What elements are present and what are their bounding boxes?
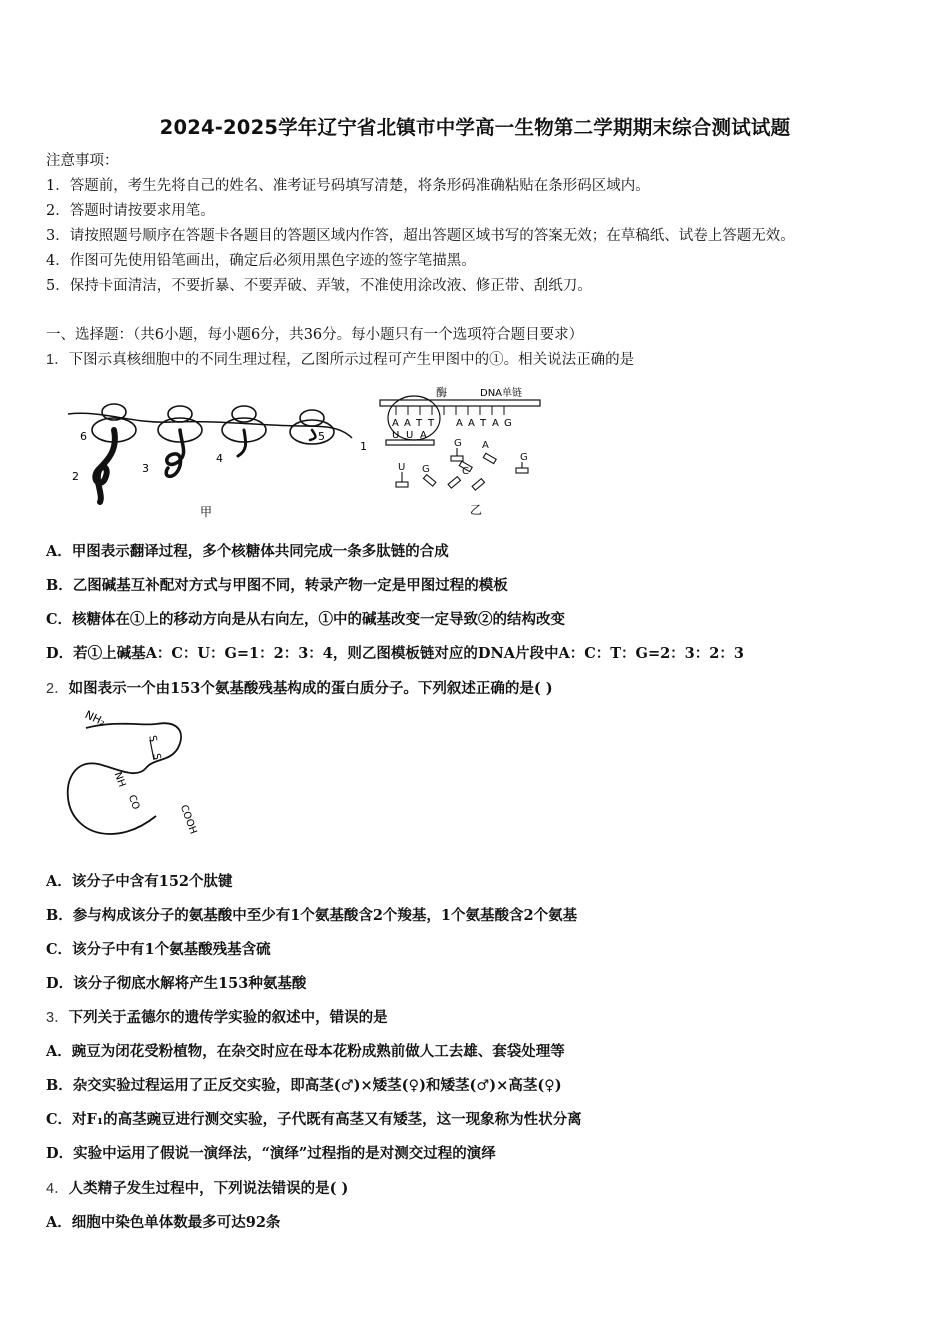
free-nucleotide: U [398,462,406,473]
dna-strand-label: DNA单链 [480,388,523,399]
rna-base: U [392,430,400,441]
template-base: T [428,418,435,429]
figure-transcription-yi [374,382,546,522]
notice-item: 5．保持卡面清洁，不要折暴、不要弄破、弄皱，不准使用涂改液、修正带、刮纸刀。 [46,278,592,294]
option-d[interactable]: D．实验中运用了假说一演绎法，“演绎”过程指的是对测交过程的演绎 [46,1145,496,1162]
question-number: 2． [46,681,69,697]
label-3: 3 [142,462,149,475]
option-a[interactable]: A．豌豆为闭花受粉植物，在杂交时应在母本花粉成熟前做人工去雄、套袋处理等 [46,1043,565,1060]
nh2-label: NH₂ [82,708,108,729]
free-nucleotide: A [482,440,489,451]
cooh-label: COOH [177,803,199,836]
notice-item: 4．作图可先使用铅笔画出，确定后必须用黑色字迹的签字笔描黑。 [46,253,476,269]
question-number: 3． [46,1010,69,1026]
figure-translation-jia [62,390,372,525]
option-a[interactable]: A．该分子中含有152个肽键 [46,873,233,890]
disulfide-s: S [150,752,163,761]
label-2: 2 [72,470,79,483]
label-4: 4 [216,452,223,465]
free-nucleotide: G [454,438,462,449]
free-nucleotide: G [520,452,528,463]
option-a[interactable]: A．甲图表示翻译过程，多个核糖体共同完成一条多肽链的合成 [46,543,449,560]
option-a[interactable]: A．细胞中染色单体数最多可达92条 [46,1214,281,1231]
question-3 [46,1008,388,1028]
question-stem: 下图示真核细胞中的不同生理过程，乙图所示过程可产生甲图中的①。相关说法正确的是 [68,352,635,368]
enzyme-label: 酶 [436,386,447,399]
figure-protein [46,706,206,846]
template-base: A [392,418,399,429]
question-number: 1． [46,352,69,368]
notice-item: 2．答题时请按要求用笔。 [46,203,215,219]
question-stem: 下列关于孟德尔的遗传学实验的叙述中，错误的是 [68,1009,388,1026]
rna-base: A [420,430,427,441]
section-heading: 一、选择题：（共6小题，每小题6分，共36分。每小题只有一个选项符合题目要求） [46,327,584,343]
option-d[interactable]: D．若①上碱基A：C：U：G=1：2：3：4，则乙图模板链对应的DNA片段中A：C：T：G=2：3：2：3 [46,645,744,662]
notice-item: 3．请按照题号顺序在答题卡各题目的答题区域内作答，超出答题区域书写的答案无效；在草稿纸、试卷上答题无效。 [46,228,795,244]
notice-item: 1．答题前，考生先将自己的姓名、准考证号码填写清楚，将条形码准确粘贴在条形码区域内。 [46,178,650,194]
label-1: 1 [360,440,367,453]
free-nucleotide: C [462,466,469,477]
option-b[interactable]: B．参与构成该分子的氨基酸中至少有1个氨基酸含2个羧基，1个氨基酸含2个氨基 [46,907,578,924]
question-stem: 如图表示一个由153个氨基酸残基构成的蛋白质分子。下列叙述正确的是( ) [68,680,553,697]
template-base: T [480,418,487,429]
peptide-co: CO [125,793,142,812]
template-base: A [492,418,499,429]
label-6: 6 [80,430,87,443]
option-b[interactable]: B．乙图碱基互补配对方式与甲图不同，转录产物一定是甲图过程的模板 [46,577,508,594]
template-base: A [468,418,475,429]
free-nucleotide: G [422,464,430,475]
label-5: 5 [318,430,325,443]
template-base: G [504,418,512,429]
option-c[interactable]: C．对F₁的高茎豌豆进行测交实验，子代既有高茎又有矮茎，这一现象称为性状分离 [46,1111,582,1128]
notice-heading: 注意事项： [46,153,119,169]
question-stem: 人类精子发生过程中，下列说法错误的是( ) [68,1180,349,1197]
disulfide-s: S [146,734,159,743]
option-c[interactable]: C．该分子中有1个氨基酸残基含硫 [46,941,271,958]
template-base: A [404,418,411,429]
page-title: 2024-2025学年辽宁省北镇市中学高一生物第二学期期末综合测试试题 [159,116,791,139]
template-base: T [416,418,423,429]
question-1 [46,350,634,370]
figure-caption-jia: 甲 [200,505,213,519]
rna-base: U [406,430,414,441]
option-c[interactable]: C．核糖体在①上的移动方向是从右向左，①中的碱基改变一定导致②的结构改变 [46,611,566,628]
option-b[interactable]: B．杂交实验过程运用了正反交实验，即高茎(♂)×矮茎(♀)和矮茎(♂)×高茎(♀) [46,1077,562,1094]
figure-caption-yi: 乙 [470,503,483,517]
question-4 [46,1179,348,1199]
question-2 [46,679,553,699]
option-d[interactable]: D．该分子彻底水解将产生153种氨基酸 [46,975,307,992]
template-base: A [456,418,463,429]
peptide-nh: NH [111,770,128,789]
question-number: 4． [46,1181,69,1197]
